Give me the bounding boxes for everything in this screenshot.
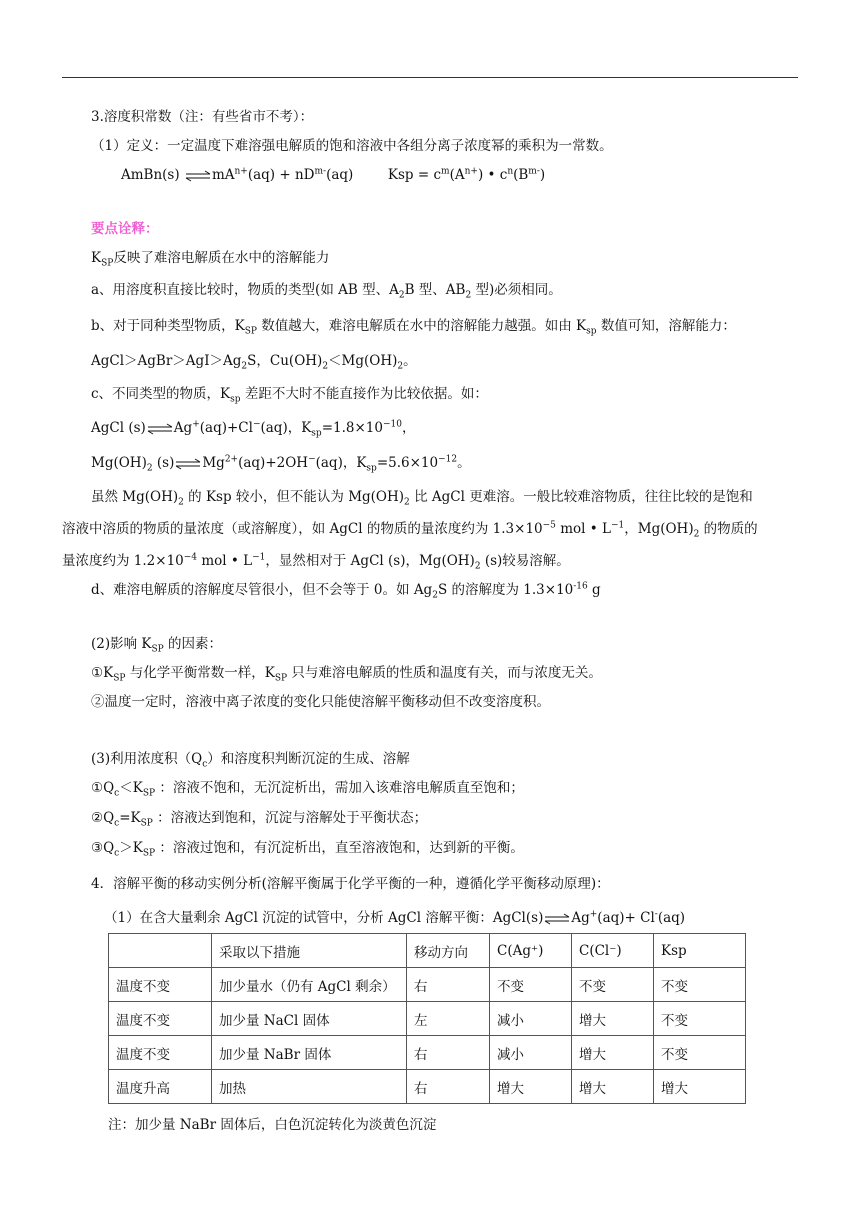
point-a: a、用溶度积直接比较时，物质的类型(如 AB 型、$A_2B$ 型、$AB_2$ 型)必须相同。 (91, 282, 562, 301)
ksp-meaning: $K_{SP}$反映了难溶电解质在水中的溶解能力 (91, 250, 330, 269)
table-cell: 不变 (572, 968, 654, 1002)
equilibrium-arrow-icon (175, 458, 201, 470)
table-header-cell: C(Cl⁻) (572, 934, 654, 968)
table-header-cell: Ksp (654, 934, 746, 968)
equation-general: AmBn(s) $mA^{n+}(aq) + nD^{m-}(aq)$ Ksp = $c^m(A^{n+})$ • $c^n(B^{m-})$ (121, 166, 546, 183)
table-cell: 增大 (572, 1002, 654, 1036)
factors-heading: (2)影响 $K_{SP}$ 的因素： (91, 636, 223, 655)
qc-heading: (3)利用浓度积$(Q_c)$和溶度积判断沉淀的生成、溶解 (91, 751, 410, 770)
table-cell: 右 (407, 1036, 490, 1070)
point-b-order: $AgCl>AgBr>AgI>Ag_2S$，$Cu(OH)_2<Mg(OH)_2$。 (91, 353, 417, 372)
table-cell: 温度不变 (109, 1036, 212, 1070)
table-cell: 加少量 NaBr 固体 (212, 1036, 407, 1070)
section-4-sub: （1）在含大量剩余 AgCl 沉淀的试管中，分析 AgCl 溶解平衡：AgCl(s) Ag+(aq)+ Cl-(aq) (104, 909, 686, 926)
table-cell: 不变 (654, 1002, 746, 1036)
table-header-cell: C(Ag⁺) (490, 934, 572, 968)
equilibrium-arrow-icon (544, 913, 570, 925)
equilibrium-shift-table (108, 933, 746, 1104)
equilibrium-arrow-icon (147, 423, 173, 435)
paragraph-line-1: 虽然 $Mg(OH)_2$ 的 Ksp 较小，但不能认为 $Mg(OH)_2$ 比 AgCl 更难溶。一般比较难溶物质，往往比较的是饱和 (91, 489, 753, 508)
table-row (109, 968, 746, 1002)
table-cell: 温度不变 (109, 1002, 212, 1036)
table-note: 注：加少量 NaBr 固体后，白色沉淀转化为淡黄色沉淀 (108, 1117, 437, 1133)
definition: （1）定义：一定温度下难溶强电解质的饱和溶液中各组分离子浓度幂的乘积为一常数。 (91, 138, 613, 154)
factor-1: $①K_{SP}$ 与化学平衡常数一样，$K_{SP}$ 只与难溶电解质的性质和温度有关，而与浓度无关。 (91, 665, 602, 684)
paragraph-line-3: 量浓度约为 $1.2\times 10^{-4}$ mol • $L^{-1}$，显然相对于 AgCl (s)，$Mg(OH)_2$ (s)较易溶解。 (62, 552, 570, 572)
paragraph-line-2: 溶液中溶质的物质的量浓度（或溶解度），如 AgCl 的物质的量浓度约为 $1.3\times 10^{-5}$ mol • $L^{-1}$，$Mg(OH)_2$ 的物质的 (62, 520, 758, 540)
header-rule (62, 77, 798, 78)
table-header-cell: 移动方向 (407, 934, 490, 968)
point-d: d、难溶电解质的溶解度尽管很小，但不会等于 0。如 $Ag_2S$ 的溶解度为 $1.3\times 10^{-16}$ g (91, 581, 601, 601)
key-points-heading: 要点诠释： (91, 221, 159, 237)
table-cell: 温度不变 (109, 968, 212, 1002)
equilibrium-arrow-icon (185, 170, 211, 182)
factor-2: ②温度一定时，溶液中离子浓度的变化只能使溶解平衡移动但不改变溶度积。 (91, 694, 550, 710)
table-cell: 不变 (654, 968, 746, 1002)
table-cell: 不变 (490, 968, 572, 1002)
section-3-title: 3.溶度积常数（注：有些省市不考）： (91, 109, 314, 125)
agcl-equation: AgCl (s) Ag+(aq)+Cl−(aq)，$K_{sp}=1.8\times 10^{-10}$， (91, 419, 416, 439)
table-cell: 右 (407, 968, 490, 1002)
table-row (109, 1036, 746, 1070)
table-cell: 不变 (654, 1036, 746, 1070)
point-b: b、对于同种类型物质，$K_{SP}$ 数值越大，难溶电解质在水中的溶解能力越强。如由 $K_{sp}$ 数值可知，溶解能力： (91, 318, 736, 337)
table-cell: 增大 (490, 1070, 572, 1104)
table-header-row (109, 934, 746, 968)
table-cell: 加少量水（仍有 AgCl 剩余） (212, 968, 407, 1002)
table-cell: 增大 (572, 1070, 654, 1104)
table-cell: 加少量 NaCl 固体 (212, 1002, 407, 1036)
qc-rule-2: $②Q_c=K_{SP}$ ：溶液达到饱和，沉淀与溶解处于平衡状态； (91, 810, 428, 829)
table-header-cell (109, 934, 212, 968)
table-row (109, 1070, 746, 1104)
table-header-cell: 采取以下措施 (212, 934, 407, 968)
mgoh2-equation: $Mg(OH)_2$ (s) $Mg^{2+}(aq)+2OH^-(aq)$，$K_{sp}=5.6\times 10^{-12}$。 (91, 454, 471, 474)
point-c: c、不同类型的物质，$K_{sp}$ 差距不大时不能直接作为比较依据。如： (91, 386, 488, 405)
table-cell: 增大 (572, 1036, 654, 1070)
section-4-title: 4．溶解平衡的移动实例分析(溶解平衡属于化学平衡的一种，遵循化学平衡移动原理)： (91, 876, 610, 892)
qc-rule-1: $①Q_c<K_{SP}$ ：溶液不饱和，无沉淀析出，需加入该难溶电解质直至饱和； (91, 780, 524, 799)
table-cell: 减小 (490, 1036, 572, 1070)
table-cell: 温度升高 (109, 1070, 212, 1104)
table-cell: 增大 (654, 1070, 746, 1104)
table-cell: 加热 (212, 1070, 407, 1104)
qc-rule-3: $③Q_c>K_{SP}$ ：溶液过饱和，有沉淀析出，直至溶液饱和，达到新的平衡。 (91, 840, 524, 859)
table-cell: 左 (407, 1002, 490, 1036)
table-cell: 减小 (490, 1002, 572, 1036)
table-row (109, 1002, 746, 1036)
table-cell: 右 (407, 1070, 490, 1104)
